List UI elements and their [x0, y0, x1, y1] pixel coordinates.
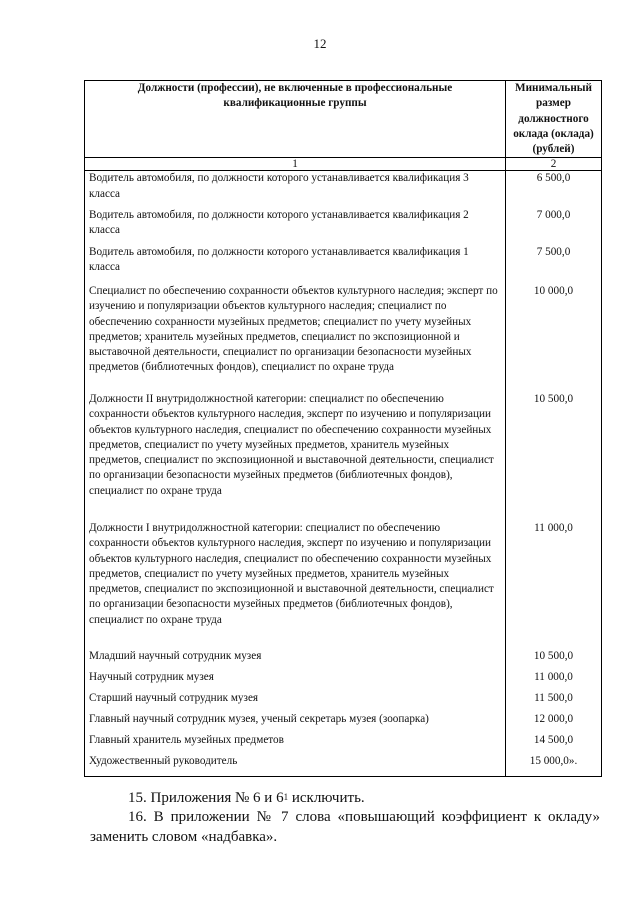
salary-cell: 7 500,0: [506, 245, 602, 284]
salary-cell: 11 000,0: [506, 521, 602, 649]
table-row: [85, 245, 602, 284]
table-row: [85, 670, 602, 691]
paragraph-15-tail: исключить.: [288, 790, 365, 806]
salary-cell: 11 500,0: [506, 691, 602, 712]
header-min-salary: Минимальный размер должностного оклада (оклада) (рублей): [506, 81, 602, 158]
salary-cell: 14 500,0: [506, 733, 602, 754]
table-row: [85, 521, 602, 649]
table-row: [85, 733, 602, 754]
table-row: [85, 712, 602, 733]
page-number: 12: [313, 36, 327, 51]
position-cell: Научный сотрудник музея: [85, 670, 506, 691]
paragraph-15: [90, 788, 600, 808]
position-cell: Водитель автомобиля, по должности которого устанавливается квалификация 2 класса: [85, 208, 506, 245]
paragraph-15-text: 15. Приложения № 6 и 6: [128, 790, 284, 806]
position-cell: Художественный руководитель: [85, 754, 506, 777]
salary-cell: 11 000,0: [506, 670, 602, 691]
salary-cell: 15 000,0».: [506, 754, 602, 777]
position-cell: Специалист по обеспечению сохранности объектов культурного наследия; эксперт по изучению и популяризации объектов культурного наследия; специалист по обеспечению сохранности музейных предметов; специалист по учету музейных предметов; хранитель музейных предметов, специалист по экспозиционной и выставочной деятельности, специалист по организации безопасности музейных предметов (библиотечных фондов), специалист по охране труда: [85, 284, 506, 392]
paragraph-16: [90, 807, 600, 847]
salary-cell: 10 500,0: [506, 649, 602, 670]
salary-cell: 10 500,0: [506, 392, 602, 521]
salary-cell: 6 500,0: [506, 171, 602, 208]
position-cell: Должности II внутридолжностной категории: специалист по обеспечению сохранности объектов культурного наследия, эксперт по изучению и популяризации объектов культурного наследия, специалист по обеспечению сохранности музейных предметов, специалист по учету музейных предметов, хранитель музейных предметов, специалист по экспозиционной и выставочной деятельности, специалист по организации безопасности музейных предметов (библиотечных фондов), специалист по охране труда: [85, 392, 506, 521]
table-row: [85, 284, 602, 392]
table-row: [85, 754, 602, 777]
position-cell: Главный хранитель музейных предметов: [85, 733, 506, 754]
paragraph-16-text: 16. В приложении № 7 слова «повышающий коэффициент к окладу» заменить словом «надбавка».: [90, 809, 600, 845]
salary-cell: 10 000,0: [506, 284, 602, 392]
position-cell: Младший научный сотрудник музея: [85, 649, 506, 670]
position-cell: Должности I внутридолжностной категории: специалист по обеспечению сохранности объектов культурного наследия, эксперт по изучению и популяризации объектов культурного наследия, специалист по обеспечению сохранности музейных предметов, специалист по учету музейных предметов, хранитель музейных предметов, специалист по экспозиционной и выставочной деятельности, специалист по организации безопасности музейных предметов (библиотечных фондов), специалист по охране труда: [85, 521, 506, 649]
table-row: [85, 392, 602, 521]
column-numbers-row: [85, 158, 602, 171]
header-positions: Должности (профессии), не включенные в профессиональные квалификационные группы: [85, 81, 506, 158]
column-number-1: 1: [85, 158, 506, 171]
salary-cell: 7 000,0: [506, 208, 602, 245]
table-row: [85, 208, 602, 245]
column-number-2: 2: [506, 158, 602, 171]
table-row: [85, 691, 602, 712]
position-cell: Старший научный сотрудник музея: [85, 691, 506, 712]
position-cell: Водитель автомобиля, по должности которого устанавливается квалификация 3 класса: [85, 171, 506, 208]
position-cell: Главный научный сотрудник музея, ученый секретарь музея (зоопарка): [85, 712, 506, 733]
table-header-row: [85, 81, 602, 158]
table-row: [85, 171, 602, 208]
positions-salary-table: [84, 80, 602, 777]
position-cell: Водитель автомобиля, по должности которого устанавливается квалификация 1 класса: [85, 245, 506, 284]
table-row: [85, 649, 602, 670]
paragraph-15-superscript: 1: [283, 792, 289, 802]
salary-cell: 12 000,0: [506, 712, 602, 733]
